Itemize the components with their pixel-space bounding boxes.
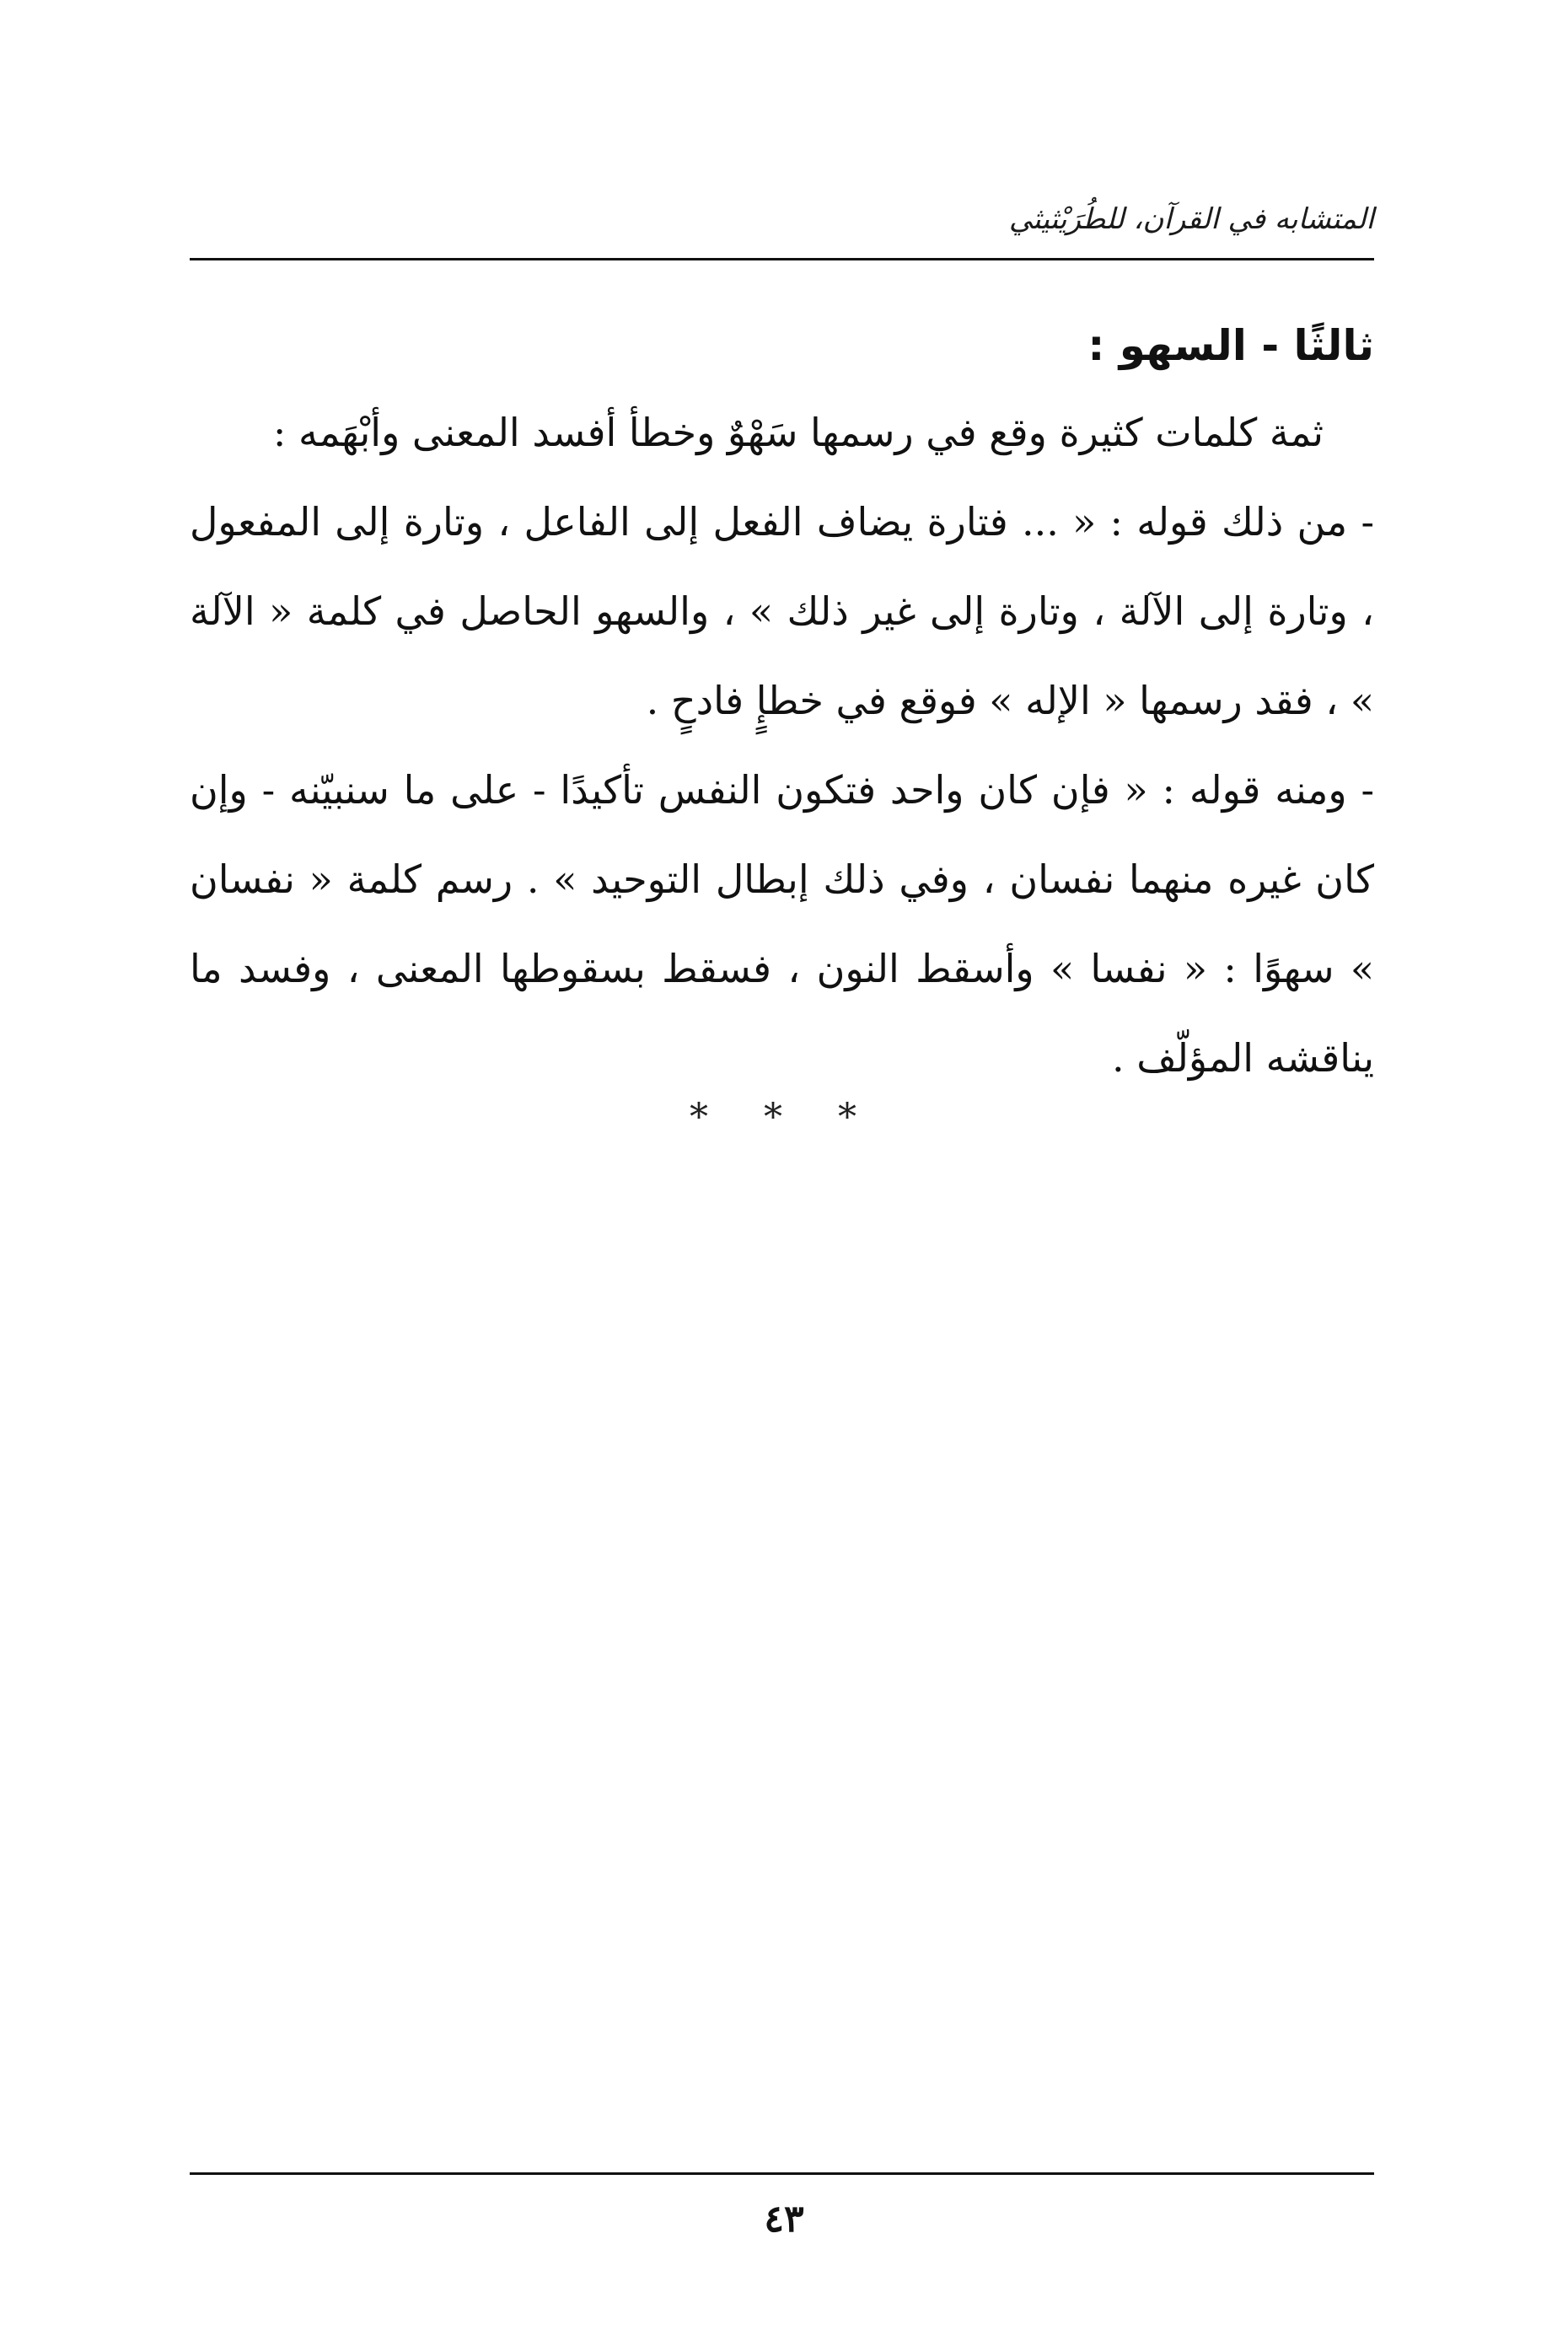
footer-rule: [190, 2172, 1374, 2175]
intro-paragraph: ثمة كلمات كثيرة وقع في رسمها سَهْوٌ وخطأ أفسد المعنى وأبْهَمه :: [272, 410, 1324, 455]
section-separator: * * *: [690, 1096, 878, 1139]
header-rule: [190, 258, 1374, 260]
section-heading: ثالثًا - السهو :: [1087, 321, 1374, 370]
main-content: [190, 303, 1374, 1103]
page-number: ٤٣: [764, 2198, 804, 2241]
example-paragraph-2: - ومنه قوله : « فإن كان واحد فتكون النفس تأكيدًا - على ما سنبيّنه - وإن كان غيره منهما نفسان ، وفي ذلك إبطال التوحيد » . رسم كلمة « نفسان » سهوًا : « نفسا » وأسقط النون ، فسقط بسقوطها المعنى ، وفسد ما يناقشه المؤلّف .: [190, 767, 1374, 1081]
running-header-title: المتشابه في القرآن، للطُرَيْثيثي: [1008, 202, 1374, 236]
example-paragraph-1: - من ذلك قوله : « ... فتارة يضاف الفعل إلى الفاعل ، وتارة إلى المفعول ، وتارة إلى الآلة ، وتارة إلى غير ذلك » ، والسهو الحاصل في كلمة « الآلة » ، فقد رسمها « الإله » فوقع في خطإٍ فادحٍ .: [190, 499, 1374, 723]
